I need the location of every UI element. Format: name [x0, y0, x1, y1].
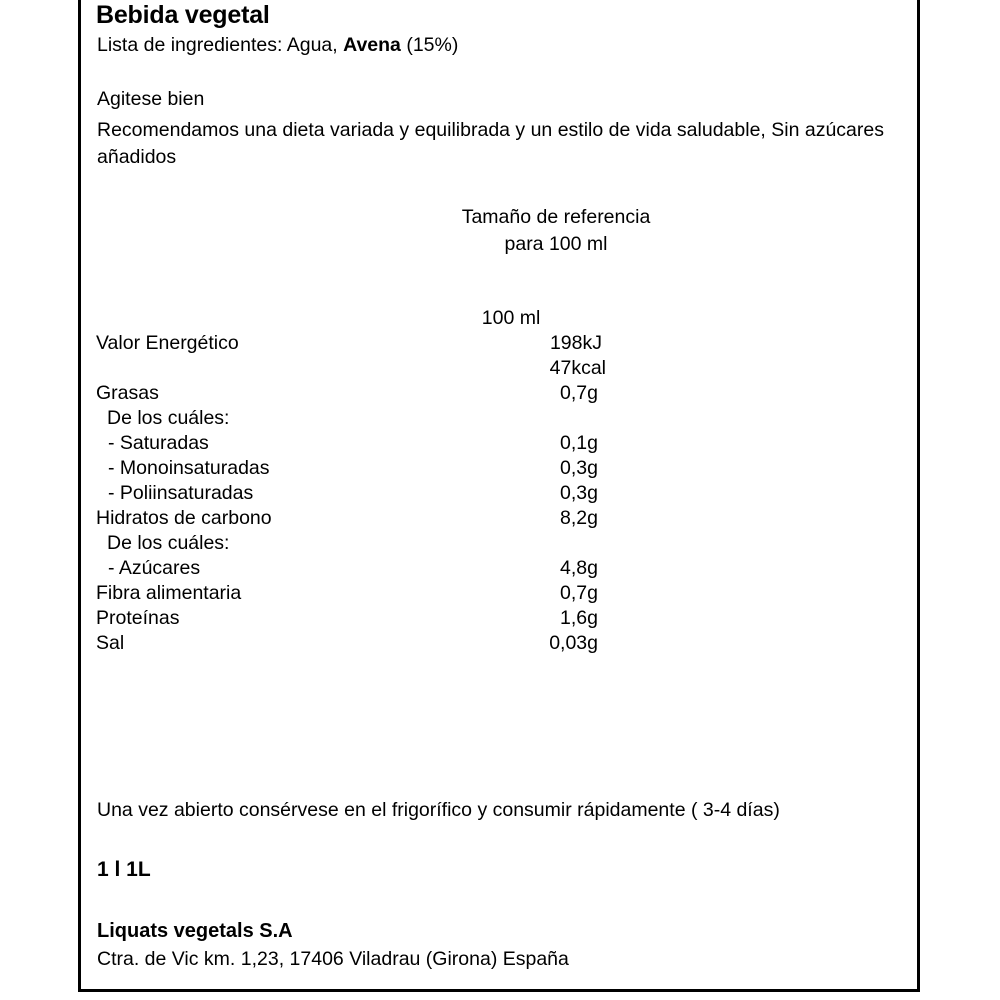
nutrient-label: Proteínas	[96, 607, 180, 629]
nutrition-row	[96, 381, 606, 406]
dietary-advice: Recomendamos una dieta variada y equilibrada y un estilo de vida saludable, Sin azúcares añadidos	[97, 119, 884, 168]
nutrient-value: 4,8g	[560, 557, 598, 579]
nutrition-row	[96, 456, 606, 481]
company-address: Ctra. de Vic km. 1,23, 17406 Viladrau (Girona) España	[97, 948, 569, 970]
nutrient-value: 0,03g	[549, 632, 598, 654]
ingredients-highlight: Avena	[343, 34, 401, 56]
storage-instruction: Una vez abierto consérvese en el frigorífico y consumir rápidamente ( 3-4 días)	[97, 799, 780, 821]
nutrient-value: 0,7g	[560, 582, 598, 604]
nutrition-row	[96, 506, 606, 531]
nutrition-row	[96, 631, 606, 656]
nutrient-label: De los cuáles:	[107, 407, 230, 429]
ingredients-prefix: Lista de ingredientes: Agua,	[97, 34, 344, 56]
nutrition-row	[96, 481, 606, 506]
nutrient-label: - Saturadas	[108, 432, 209, 454]
net-volume: 1 l 1L	[97, 858, 151, 881]
nutrient-value: 0,7g	[560, 382, 598, 404]
nutrient-label: Sal	[96, 632, 125, 654]
nutrition-header-row	[96, 306, 606, 331]
nutrient-value: 0,3g	[560, 482, 598, 504]
reference-size-block	[426, 204, 686, 258]
nutrient-value	[442, 406, 606, 431]
company-name: Liquats vegetals S.A	[97, 920, 293, 942]
nutrition-row	[96, 331, 606, 356]
nutrient-label: Valor Energético	[96, 332, 239, 354]
nutrition-row	[96, 406, 606, 431]
nutrition-row	[96, 581, 606, 606]
nutrition-row	[96, 431, 606, 456]
nutrient-label: Grasas	[96, 382, 159, 404]
shake-instruction: Agitese bien	[97, 88, 205, 110]
nutrition-row	[96, 531, 606, 556]
nutrition-facts-table	[96, 306, 606, 656]
nutrient-value: 198kJ	[549, 332, 602, 354]
ingredients-suffix: (15%)	[400, 34, 459, 56]
nutrient-value: 1,6g	[560, 607, 598, 629]
nutrient-label	[96, 356, 442, 381]
nutrition-row	[96, 606, 606, 631]
nutrient-label: De los cuáles:	[107, 532, 230, 554]
nutrition-column-header: 100 ml	[481, 307, 541, 329]
nutrient-value: 47kcal	[549, 357, 606, 379]
nutrient-label: Fibra alimentaria	[96, 582, 242, 604]
nutrition-row	[96, 556, 606, 581]
nutrient-value: 8,2g	[560, 507, 598, 529]
nutrient-label: Hidratos de carbono	[96, 507, 272, 529]
nutrient-label: - Azúcares	[108, 557, 201, 579]
ingredients-list	[97, 34, 458, 57]
nutrient-label: - Poliinsaturadas	[108, 482, 254, 504]
reference-size-line1: Tamaño de referencia	[461, 206, 651, 228]
reference-size-line2: para 100 ml	[504, 233, 608, 255]
page-title: Bebida vegetal	[96, 1, 270, 29]
nutrition-row	[96, 356, 606, 381]
nutrient-value: 0,1g	[560, 432, 598, 454]
label-content	[96, 0, 908, 989]
nutrient-label: - Monoinsaturadas	[108, 457, 270, 479]
nutrient-value	[442, 531, 606, 556]
nutrition-header-spacer	[96, 306, 442, 331]
nutrition-label-panel	[78, 0, 920, 992]
nutrient-value: 0,3g	[560, 457, 598, 479]
